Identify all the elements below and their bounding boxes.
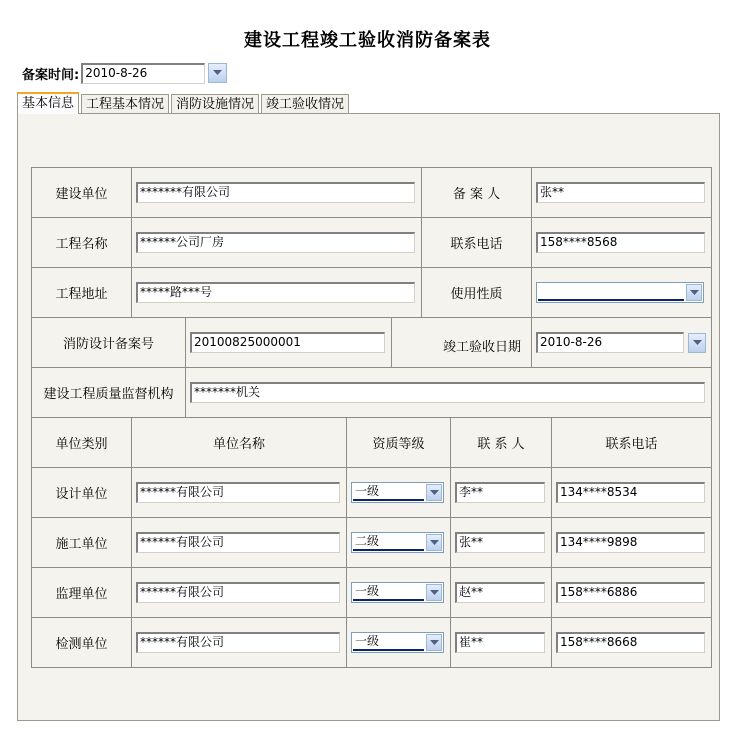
unit-grade-value: 一级 bbox=[353, 634, 424, 651]
filing-date-input[interactable]: 2010-8-26 bbox=[81, 63, 205, 84]
unit-contact-cell bbox=[451, 518, 552, 568]
project-address-cell bbox=[132, 268, 422, 318]
tab-basic-info[interactable]: 基本信息 bbox=[17, 92, 79, 114]
project-address-label: 工程地址 bbox=[32, 268, 132, 318]
tab-fire-facilities[interactable]: 消防设施情况 bbox=[171, 94, 259, 114]
unit-name-cell bbox=[132, 618, 347, 667]
unit-grade-value: 一级 bbox=[353, 484, 424, 501]
tab-project-info[interactable]: 工程基本情况 bbox=[81, 94, 169, 114]
chevron-down-icon bbox=[430, 590, 439, 596]
unit-name-input[interactable]: ******有限公司 bbox=[136, 582, 340, 603]
unit-name-input[interactable]: ******有限公司 bbox=[136, 632, 340, 653]
unit-grade-select[interactable] bbox=[351, 582, 444, 603]
construction-unit-label: 建设单位 bbox=[32, 168, 132, 218]
chevron-down-icon bbox=[693, 340, 702, 346]
acceptance-date-input[interactable]: 2010-8-26 bbox=[536, 332, 684, 353]
project-address-input[interactable]: *****路***号 bbox=[136, 282, 415, 303]
unit-contact-cell bbox=[451, 618, 552, 667]
unit-name-cell bbox=[132, 568, 347, 618]
unit-category: 监理单位 bbox=[32, 568, 132, 618]
usage-type-dropdown-button[interactable] bbox=[686, 284, 702, 301]
header-grade: 资质等级 bbox=[347, 418, 451, 468]
unit-phone-input[interactable]: 158****8668 bbox=[556, 632, 705, 653]
unit-name-cell bbox=[132, 518, 347, 568]
chevron-down-icon bbox=[430, 490, 439, 496]
unit-contact-input[interactable]: 赵** bbox=[455, 582, 545, 603]
unit-grade-value: 一级 bbox=[353, 584, 424, 601]
quality-agency-input[interactable]: *******机关 bbox=[190, 382, 705, 403]
unit-phone-input[interactable]: 158****6886 bbox=[556, 582, 705, 603]
usage-type-select[interactable] bbox=[536, 282, 704, 303]
fire-design-no-label: 消防设计备案号 bbox=[32, 318, 186, 368]
usage-type-label: 使用性质 bbox=[422, 268, 532, 318]
header-contact: 联 系 人 bbox=[451, 418, 552, 468]
construction-unit-input[interactable]: *******有限公司 bbox=[136, 182, 415, 203]
unit-grade-dropdown-button[interactable] bbox=[426, 534, 442, 551]
quality-agency-label: 建设工程质量监督机构 bbox=[32, 368, 186, 418]
quality-agency-cell bbox=[186, 368, 711, 418]
filing-date-label: 备案时间: bbox=[22, 67, 80, 83]
unit-name-cell bbox=[132, 468, 347, 518]
filing-form-grid bbox=[31, 167, 712, 668]
unit-grade-dropdown-button[interactable] bbox=[426, 584, 442, 601]
unit-name-input[interactable]: ******有限公司 bbox=[136, 482, 340, 503]
unit-grade-select[interactable] bbox=[351, 532, 444, 553]
unit-grade-dropdown-button[interactable] bbox=[426, 634, 442, 651]
header-unit-name: 单位名称 bbox=[132, 418, 347, 468]
unit-phone-cell bbox=[552, 618, 711, 667]
unit-grade-cell bbox=[347, 568, 451, 618]
project-name-cell bbox=[132, 218, 422, 268]
usage-type-value bbox=[538, 284, 684, 301]
acceptance-date-cell bbox=[532, 318, 711, 368]
unit-grade-cell bbox=[347, 618, 451, 667]
unit-contact-cell bbox=[451, 468, 552, 518]
unit-grade-cell bbox=[347, 468, 451, 518]
unit-contact-cell bbox=[451, 568, 552, 618]
tab-bar bbox=[17, 92, 351, 114]
filer-cell bbox=[532, 168, 711, 218]
header-phone: 联系电话 bbox=[552, 418, 711, 468]
chevron-down-icon bbox=[430, 640, 439, 646]
contact-phone-cell bbox=[532, 218, 711, 268]
contact-phone-label: 联系电话 bbox=[422, 218, 532, 268]
unit-grade-dropdown-button[interactable] bbox=[426, 484, 442, 501]
unit-phone-cell bbox=[552, 468, 711, 518]
unit-grade-select[interactable] bbox=[351, 632, 444, 653]
filing-date-row bbox=[22, 62, 227, 84]
unit-grade-cell bbox=[347, 518, 451, 568]
unit-category: 检测单位 bbox=[32, 618, 132, 667]
unit-name-input[interactable]: ******有限公司 bbox=[136, 532, 340, 553]
project-name-label: 工程名称 bbox=[32, 218, 132, 268]
unit-phone-input[interactable]: 134****9898 bbox=[556, 532, 705, 553]
chevron-down-icon bbox=[430, 540, 439, 546]
unit-contact-input[interactable]: 李** bbox=[455, 482, 545, 503]
header-category: 单位类别 bbox=[32, 418, 132, 468]
unit-phone-cell bbox=[552, 568, 711, 618]
filer-label: 备 案 人 bbox=[422, 168, 532, 218]
page-title: 建设工程竣工验收消防备案表 bbox=[244, 30, 491, 51]
unit-contact-input[interactable]: 张** bbox=[455, 532, 545, 553]
unit-grade-value: 二级 bbox=[353, 534, 424, 551]
project-name-input[interactable]: ******公司厂房 bbox=[136, 232, 415, 253]
contact-phone-input[interactable]: 158****8568 bbox=[536, 232, 705, 253]
fire-design-no-cell bbox=[186, 318, 392, 368]
fire-design-no-input[interactable]: 20100825000001 bbox=[190, 332, 385, 353]
filing-date-dropdown-button[interactable] bbox=[208, 63, 227, 83]
tab-acceptance[interactable]: 竣工验收情况 bbox=[261, 94, 349, 114]
unit-phone-input[interactable]: 134****8534 bbox=[556, 482, 705, 503]
unit-phone-cell bbox=[552, 518, 711, 568]
usage-type-cell bbox=[532, 268, 711, 318]
chevron-down-icon bbox=[213, 70, 222, 76]
construction-unit-cell bbox=[132, 168, 422, 218]
filer-input[interactable]: 张** bbox=[536, 182, 705, 203]
unit-category: 设计单位 bbox=[32, 468, 132, 518]
acceptance-date-dropdown-button[interactable] bbox=[688, 333, 706, 353]
unit-contact-input[interactable]: 崔** bbox=[455, 632, 545, 653]
unit-category: 施工单位 bbox=[32, 518, 132, 568]
unit-grade-select[interactable] bbox=[351, 482, 444, 503]
chevron-down-icon bbox=[690, 290, 699, 296]
acceptance-date-label: 竣工验收日期 bbox=[392, 318, 532, 368]
